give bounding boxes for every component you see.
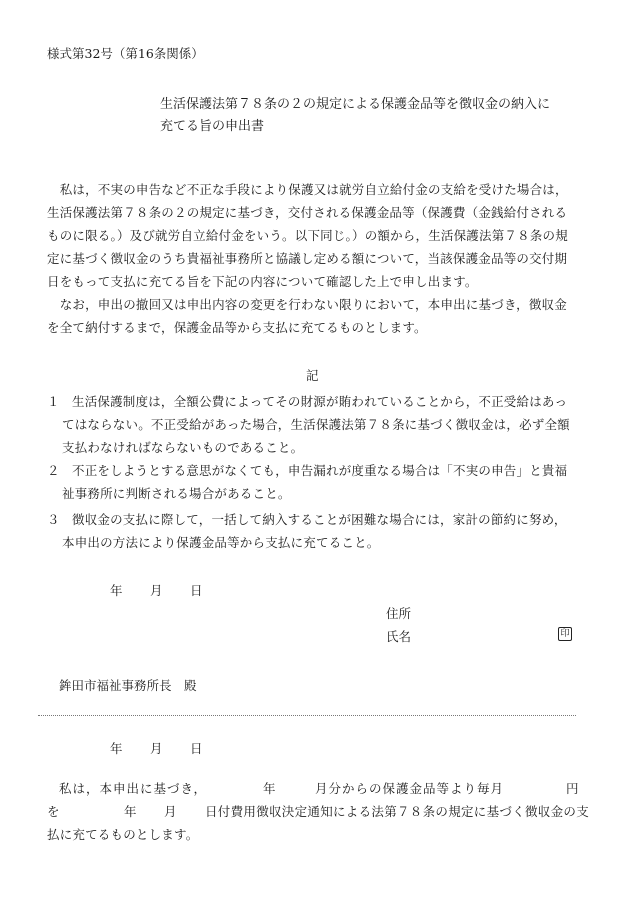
item-1-line-2: てはならない。不正受給があった場合，生活保護法第７８条に基づく徴収金は，必ず全額 <box>62 417 570 432</box>
item-1-line-1: 生活保護制度は，全額公費によってその財源が賄われていることから，不正受給はあっ <box>72 394 568 409</box>
paragraph-1-line-5: 日をもって支払に充てる旨を下記の内容について確認した上で申し出ます。 <box>47 274 478 289</box>
item-2-line-2: 祉事務所に判断される場合があること。 <box>62 486 291 501</box>
item-1-number: １ <box>47 394 60 409</box>
item-3-line-1: 徴収金の支払に際して，一括して納入することが困難な場合には，家計の節約に努め， <box>72 512 567 527</box>
addressee: 鉾田市福祉事務所長 殿 <box>59 678 197 693</box>
document-title-line2: 充てる旨の申出書 <box>160 119 265 134</box>
lower-line-1-yen: 円 <box>566 781 579 796</box>
seal-icon: 印 <box>558 627 572 641</box>
date-month-label: 月 <box>150 583 163 598</box>
lower-line-2-month: 月 <box>164 804 177 819</box>
lower-date-year-label: 年 <box>110 741 123 756</box>
paragraph-2-line-2: を全て納付するまで，保護金品等から支払に充てるものとします。 <box>47 320 427 335</box>
lower-line-2-year: 年 <box>124 804 137 819</box>
lower-date-day-label: 日 <box>190 741 203 756</box>
paragraph-1-line-3: ものに限る。）及び就労自立給付金をいう。以下同じ。）の額から，生活保護法第７８条の規 <box>47 228 568 243</box>
paragraph-1-line-1: 私は，不実の申告など不正な手段により保護又は就労自立給付金の支給を受けた場合は， <box>47 182 568 197</box>
item-2-line-1: 不正をしようとする意思がなくても，申告漏れが度重なる場合は「不実の申告」と貴福 <box>72 463 568 478</box>
dotted-separator <box>38 715 576 716</box>
paragraph-2-line-1: なお，申出の撤回又は申出内容の変更を行わない限りにおいて，本申出に基づき，徴収金 <box>47 297 567 312</box>
paragraph-1-line-2: 生活保護法第７８条の２の規定に基づき，交付される保護金品等（保護費（金銭給付される <box>47 205 568 220</box>
lower-line-2-part-d: 日付費用徴収決定通知による法第７８条の規定に基づく徴収金の支 <box>205 804 590 819</box>
lower-line-2-wo: を <box>47 804 60 819</box>
form-number: 様式第32号（第16条関係） <box>47 46 204 61</box>
item-3-line-2: 本申出の方法により保護金品等から支払に充てること。 <box>62 535 380 550</box>
item-3-number: ３ <box>47 512 60 527</box>
date-day-label: 日 <box>190 583 203 598</box>
lower-date-month-label: 月 <box>150 741 163 756</box>
name-label: 氏名 <box>386 629 412 644</box>
lower-line-1-year: 年 <box>263 781 276 796</box>
lower-line-1-part-c: 月分からの保護金品等より毎月 <box>315 781 505 796</box>
document-title-line1: 生活保護法第７８条の２の規定による保護金品等を徴収金の納入に <box>160 97 551 112</box>
paragraph-1-line-4: 定に基づく徴収金のうち貴福祉事務所と協議し定める額について，当該保護金品等の交付期 <box>47 251 568 266</box>
address-label: 住所 <box>386 606 412 621</box>
ki-heading: 記 <box>306 368 319 383</box>
item-2-number: ２ <box>47 463 60 478</box>
date-year-label: 年 <box>110 583 123 598</box>
lower-line-3: 払に充てるものとします。 <box>47 827 199 842</box>
lower-line-1-part-a: 私は，本申出に基づき， <box>59 781 208 796</box>
item-1-line-3: 支払わなければならないものであること。 <box>62 440 304 455</box>
